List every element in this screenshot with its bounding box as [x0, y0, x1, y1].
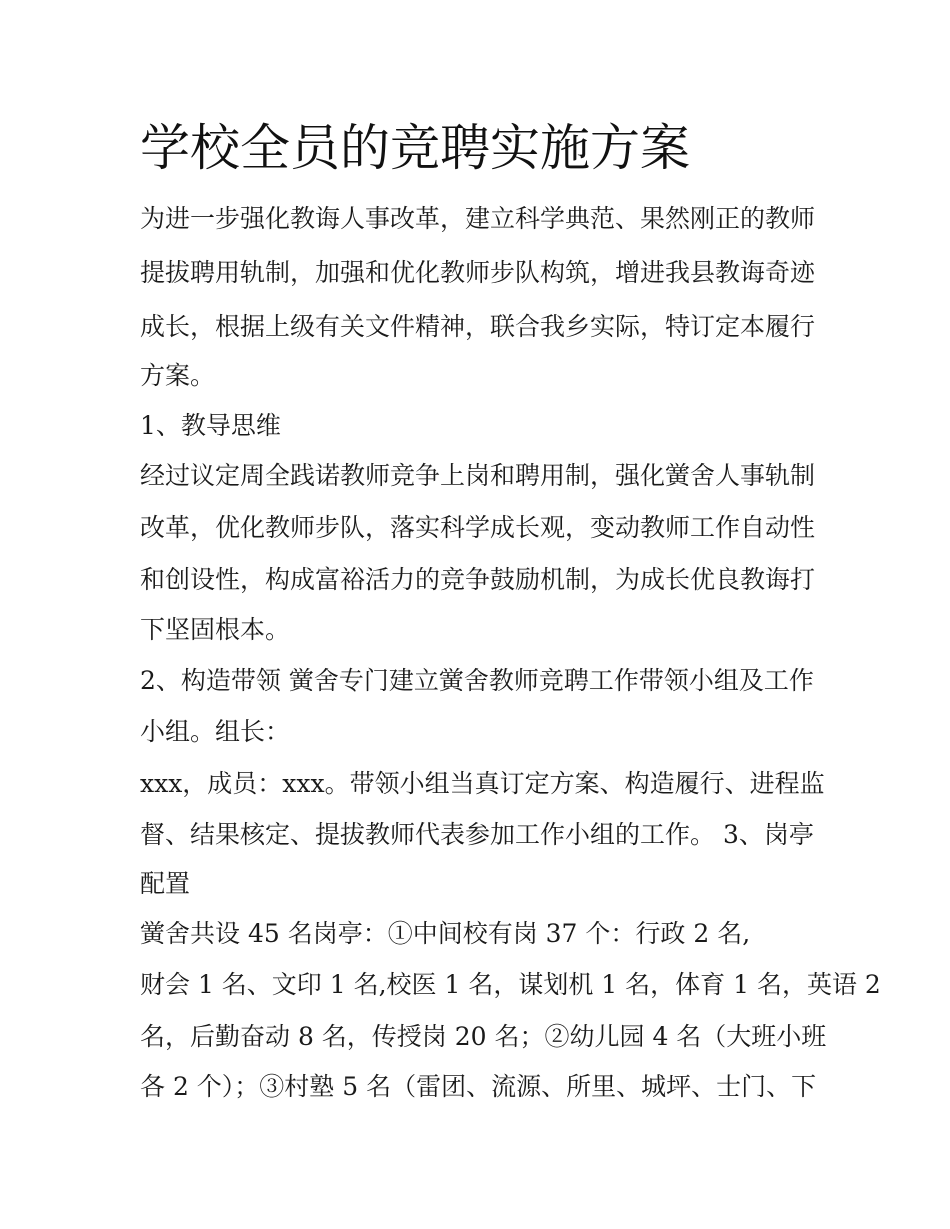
document-title: 学校全员的竞聘实施方案: [140, 119, 690, 177]
body-line: 为进一步强化教诲人事改革，建立科学典范、果然刚正的教师: [140, 204, 816, 233]
body-line: xxx，成员：xxx。带领小组当真订定方案、构造履行、进程监: [140, 769, 825, 798]
body-line: 财会 1 名、文印 1 名,校医 1 名，谋划机 1 名，体育 1 名，英语 2: [140, 970, 881, 999]
body-line: 名，后勤奋动 8 名，传授岗 20 名；②幼儿园 4 名（大班小班: [140, 1022, 827, 1051]
body-line: 成长，根据上级有关文件精神，联合我乡实际，特订定本履行: [140, 312, 816, 341]
body-line: 经过议定周全践诺教师竞争上岗和聘用制，强化黉舍人事轨制: [140, 461, 816, 490]
section-heading: 2、构造带领 黉舍专门建立黉舍教师竞聘工作带领小组及工作: [140, 666, 814, 695]
body-line: 和创设性，构成富裕活力的竞争鼓励机制，为成长优良教诲打: [140, 565, 816, 594]
body-line: 小组。组长：: [140, 717, 291, 746]
body-line: 各 2 个）；③村塾 5 名（雷团、流源、所里、城坪、士门、下: [140, 1072, 817, 1101]
body-line: 黉舍共设 45 名岗亭：①中间校有岗 37 个：行政 2 名,: [140, 919, 751, 948]
body-line: 提拔聘用轨制，加强和优化教师步队构筑，增进我县教诲奇迹: [140, 258, 816, 287]
body-line: 改革，优化教师步队，落实科学成长观，变动教师工作自动性: [140, 513, 816, 542]
section-heading: 配置: [140, 869, 191, 898]
body-line: 督、结果核定、提拔教师代表参加工作小组的工作。 3、岗亭: [140, 820, 814, 849]
body-line: 方案。: [140, 361, 216, 390]
section-heading: 1、教导思维: [140, 411, 281, 440]
body-line: 下坚固根本。: [140, 615, 291, 644]
